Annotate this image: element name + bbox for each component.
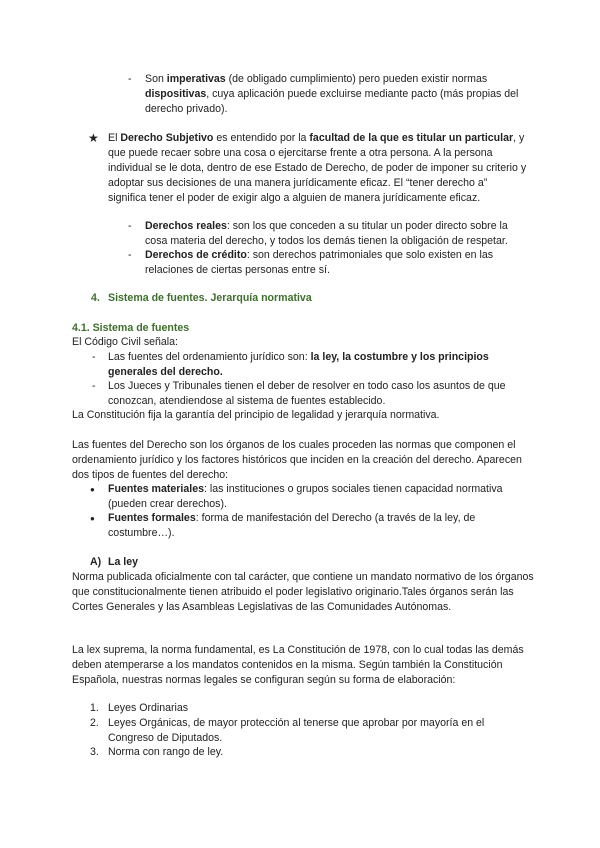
constitution-paragraph: La lex suprema, la norma fundamental, es La Constitución de 1978, con lo cual todas las demás deben atemperarse a los mandatos contenidos en la misma. Según también la Constitución Española, nuestras normas legales se configuran según su forma de elaboración: [72, 644, 524, 686]
list-dash: - [92, 351, 96, 363]
law-definition-paragraph: Norma publicada oficialmente con tal carácter, que contiene un mandato normativo de los órganos que constitucionalmente tienen atribuido el poder legislativo originario.Tales órganos serán las Cortes Generales y las Asambleas Legislativas de las Comunidades Autónomas. [72, 571, 534, 613]
law-letter: A) [90, 556, 102, 568]
list-number: 3. [90, 746, 99, 758]
list-dash: - [128, 73, 132, 85]
list-number: 2. [90, 717, 99, 729]
list-number: 1. [90, 702, 99, 714]
sources-definition-paragraph: Las fuentes del Derecho son los órganos de los cuales proceden las normas que componen el ordenamiento jurídico y los factores históricos que inciden en la creación del derecho. Aparecen dos tipos de fuentes del derecho: [72, 439, 522, 481]
real-rights-item: Derechos reales: son los que conceden a su titular un poder directo sobre la cosa materia del derecho, y todos los demás tienen la obligación de respetar. [145, 220, 508, 247]
subsection-heading: 4.1. Sistema de fuentes [72, 322, 190, 334]
judges-list-item: Los Jueces y Tribunales tienen el deber de resolver en todo caso los asuntos de que conozcan, atendiendose al sistema de fuentes establecido. [108, 380, 506, 407]
imperative-item: Son imperativas (de obligado cumplimiento) pero pueden existir normas dispositivas, cuya aplicación puede excluirse mediante pacto (más propias del derecho privado). [145, 73, 519, 115]
law-type-item: Leyes Ordinarias [108, 702, 189, 714]
civil-code-intro: El Código Civil señala: [72, 336, 178, 348]
credit-rights-item: Derechos de crédito: son derechos patrimoniales que solo existen en las relaciones de ciertas personas entre sí. [145, 249, 494, 276]
list-dash: - [128, 249, 132, 261]
formal-sources-item: Fuentes formales: forma de manifestación del Derecho (a través de la ley, de costumbre…). [108, 512, 476, 539]
star-bullet-icon: ★ [88, 131, 99, 145]
bullet-dot-icon: ● [90, 514, 95, 523]
material-sources-item: Fuentes materiales: las instituciones o grupos sociales tienen capacidad normativa (pueden crear derechos). [108, 483, 503, 510]
law-type-item: Leyes Orgánicas, de mayor protección al tenerse que aprobar por mayoría en el Congreso de Diputados. [108, 717, 485, 744]
constitution-sentence: La Constitución fija la garantía del principio de legalidad y jerarquía normativa. [72, 409, 440, 421]
bullet-dot-icon: ● [90, 485, 95, 494]
law-type-item: Norma con rango de ley. [108, 746, 224, 758]
subjective-right-paragraph: El Derecho Subjetivo es entendido por la facultad de la que es titular un particular, y que puede recaer sobre una cosa o ejercitarse frente a otra persona. A la persona individual se le dota, dentro de ese Estado de Derecho, de poder de imponer su criterio y adoptar sus decisiones de una manera jurídicamente eficaz. El “tener derecho a” significa tener el poder de exigir algo a alguien de manera jurídicamente eficaz. [108, 132, 527, 204]
law-heading: La ley [108, 556, 139, 568]
section-heading: Sistema de fuentes. Jerarquía normativa [108, 292, 312, 304]
sources-list-item: Las fuentes del ordenamiento jurídico son: la ley, la costumbre y los principios generales del derecho. [108, 351, 489, 378]
list-dash: - [128, 220, 132, 232]
section-number: 4. [91, 292, 100, 304]
list-dash: - [92, 380, 96, 392]
